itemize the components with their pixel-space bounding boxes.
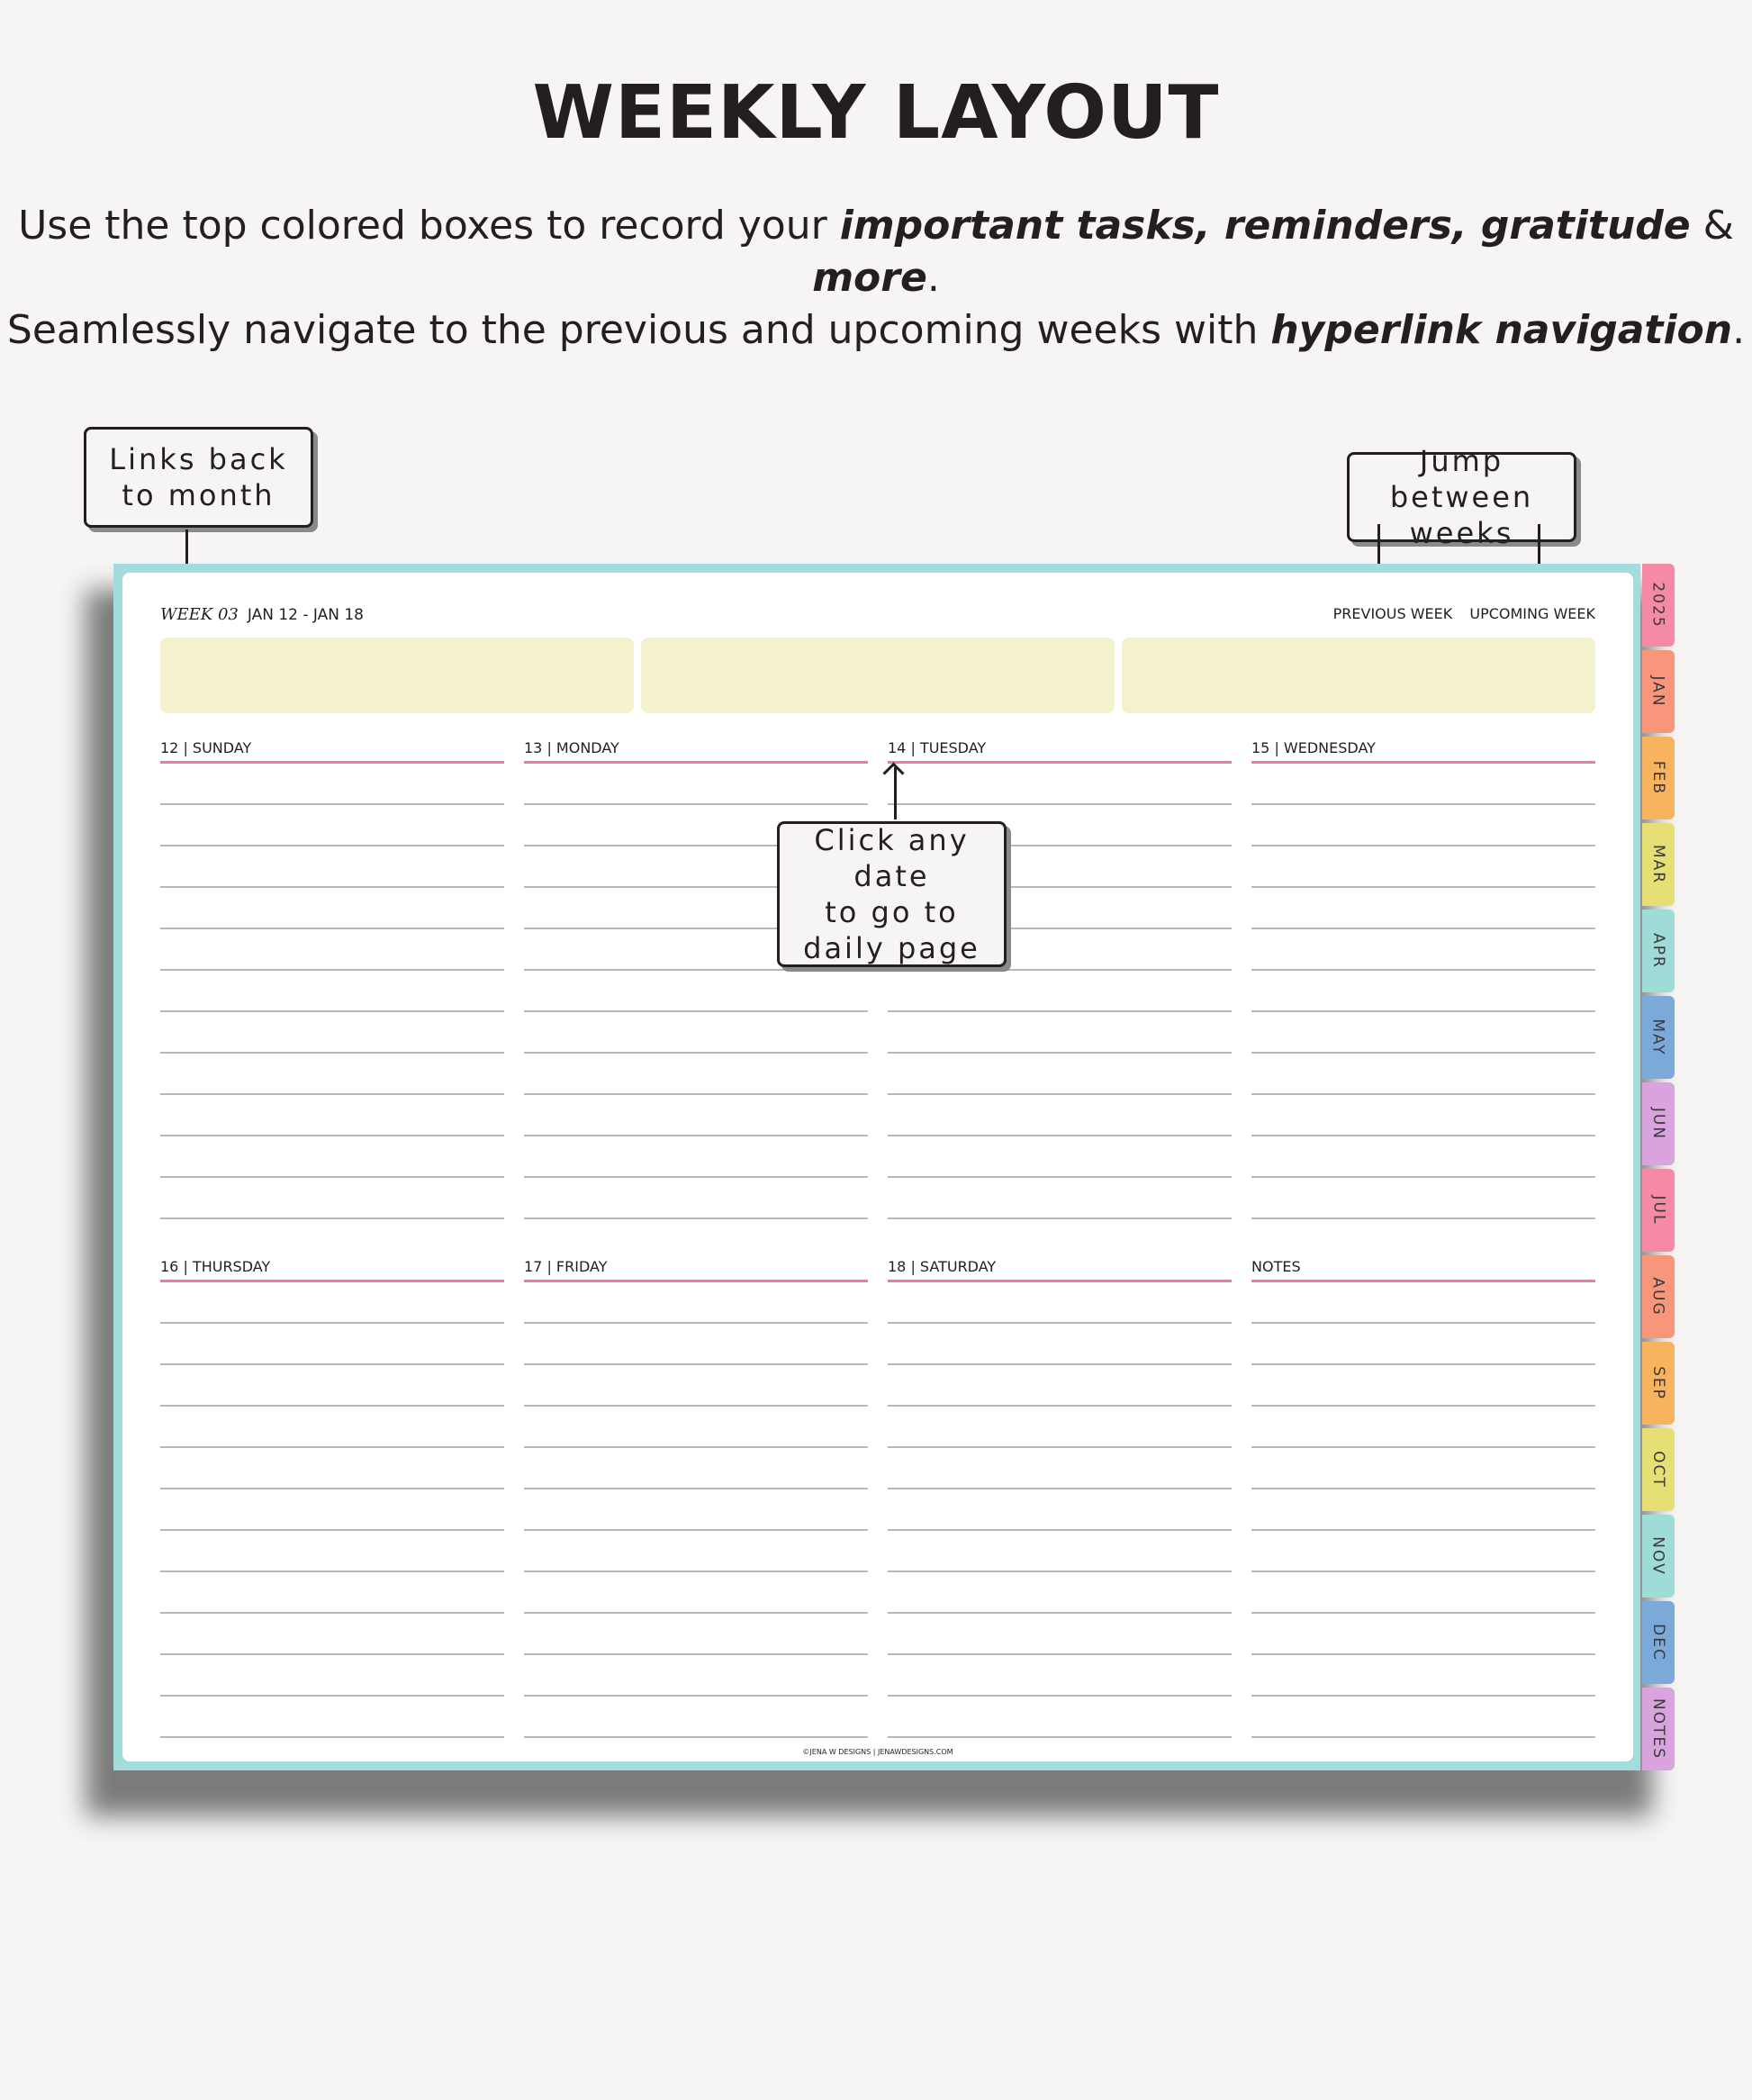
writing-line[interactable] bbox=[524, 1282, 868, 1324]
writing-line[interactable] bbox=[1251, 1054, 1595, 1095]
writing-line[interactable] bbox=[160, 1324, 504, 1365]
writing-line[interactable] bbox=[888, 1448, 1232, 1489]
day-header-link[interactable]: 12 | SUNDAY bbox=[160, 739, 252, 756]
tab-nov[interactable] bbox=[1642, 1515, 1675, 1598]
writing-line[interactable] bbox=[1251, 888, 1595, 929]
writing-line[interactable] bbox=[524, 1365, 868, 1407]
writing-line[interactable] bbox=[1251, 971, 1595, 1012]
writing-line[interactable] bbox=[524, 1531, 868, 1572]
callout-month-line1: Links back bbox=[109, 442, 288, 476]
subtitle-line1-e: . bbox=[926, 255, 940, 301]
writing-line[interactable] bbox=[524, 971, 868, 1012]
writing-line[interactable] bbox=[888, 1095, 1232, 1136]
writing-line[interactable] bbox=[888, 1365, 1232, 1407]
writing-line[interactable] bbox=[524, 1178, 868, 1219]
writing-line[interactable] bbox=[524, 1012, 868, 1054]
writing-line[interactable] bbox=[160, 805, 504, 846]
week-number[interactable]: WEEK 03 bbox=[160, 605, 239, 624]
planner-page bbox=[122, 573, 1633, 1761]
tab-feb[interactable] bbox=[1642, 737, 1675, 819]
writing-line[interactable] bbox=[1251, 1697, 1595, 1738]
tab-label: DEC bbox=[1649, 1624, 1668, 1661]
writing-line[interactable] bbox=[1251, 764, 1595, 805]
tab-jun[interactable] bbox=[1642, 1082, 1675, 1165]
writing-line[interactable] bbox=[888, 971, 1232, 1012]
writing-line[interactable] bbox=[1251, 1572, 1595, 1614]
upcoming-week-link[interactable]: UPCOMING WEEK bbox=[1469, 605, 1595, 622]
writing-line[interactable] bbox=[160, 846, 504, 888]
tab-label: FEB bbox=[1649, 760, 1667, 796]
tab-label: MAY bbox=[1649, 1018, 1667, 1056]
day-section bbox=[1251, 738, 1595, 1219]
day-header-link[interactable]: 15 | WEDNESDAY bbox=[1251, 739, 1376, 756]
writing-line[interactable] bbox=[160, 1282, 504, 1324]
writing-line[interactable] bbox=[160, 1178, 504, 1219]
callout-weeks-line2: weeks bbox=[1409, 516, 1514, 550]
writing-line[interactable] bbox=[1251, 1655, 1595, 1697]
writing-line[interactable] bbox=[888, 1697, 1232, 1738]
writing-lines bbox=[160, 764, 504, 1219]
writing-line[interactable] bbox=[888, 1531, 1232, 1572]
tab-oct[interactable] bbox=[1642, 1428, 1675, 1511]
writing-line[interactable] bbox=[524, 1095, 868, 1136]
writing-line[interactable] bbox=[888, 1012, 1232, 1054]
week-navigation bbox=[1321, 605, 1595, 622]
day-section bbox=[524, 738, 868, 1219]
day-header-link[interactable]: 18 | SATURDAY bbox=[888, 1258, 997, 1275]
writing-line[interactable] bbox=[1251, 1531, 1595, 1572]
day-section bbox=[160, 738, 504, 1219]
callout-weeks-line1: Jump between bbox=[1389, 444, 1534, 514]
writing-line[interactable] bbox=[1251, 1614, 1595, 1655]
subtitle-line2-a: Seamlessly navigate to the previous and upcoming weeks with bbox=[6, 307, 1271, 353]
writing-line[interactable] bbox=[524, 764, 868, 805]
writing-line[interactable] bbox=[524, 1136, 868, 1178]
day-section bbox=[888, 738, 1232, 1219]
day-header-link[interactable]: 14 | TUESDAY bbox=[888, 739, 987, 756]
day-section bbox=[888, 1257, 1232, 1738]
writing-line[interactable] bbox=[1251, 1136, 1595, 1178]
writing-line[interactable] bbox=[888, 1407, 1232, 1448]
writing-line[interactable] bbox=[160, 1655, 504, 1697]
writing-line[interactable] bbox=[160, 764, 504, 805]
callout-date-line2: to go to bbox=[825, 895, 959, 929]
writing-line[interactable] bbox=[1251, 1282, 1595, 1324]
writing-line[interactable] bbox=[1251, 1095, 1595, 1136]
writing-line[interactable] bbox=[888, 1054, 1232, 1095]
writing-line[interactable] bbox=[1251, 805, 1595, 846]
writing-line[interactable] bbox=[160, 929, 504, 971]
writing-lines bbox=[160, 1282, 504, 1738]
writing-line[interactable] bbox=[160, 1614, 504, 1655]
subtitle-line1-a: Use the top colored boxes to record your bbox=[18, 203, 840, 249]
subtitle-line1-b: important tasks, reminders, gratitude bbox=[839, 203, 1691, 249]
tab-label: JUL bbox=[1649, 1195, 1667, 1226]
writing-line[interactable] bbox=[888, 1655, 1232, 1697]
writing-line[interactable] bbox=[1251, 846, 1595, 888]
writing-line[interactable] bbox=[160, 971, 504, 1012]
week-range: JAN 12 - JAN 18 bbox=[247, 606, 364, 624]
tab-label: APR bbox=[1649, 933, 1668, 969]
tab-label: 2025 bbox=[1649, 582, 1668, 629]
tab-notes[interactable] bbox=[1642, 1688, 1675, 1770]
day-section bbox=[524, 1257, 868, 1738]
writing-line[interactable] bbox=[1251, 1448, 1595, 1489]
top-box-2[interactable] bbox=[641, 638, 1115, 713]
writing-line[interactable] bbox=[160, 1407, 504, 1448]
tab-jan[interactable] bbox=[1642, 650, 1675, 733]
top-box-1[interactable] bbox=[160, 638, 634, 713]
tab-jul[interactable] bbox=[1642, 1169, 1675, 1252]
writing-line[interactable] bbox=[1251, 1012, 1595, 1054]
tab-label: SEP bbox=[1649, 1366, 1668, 1400]
tab-mar[interactable] bbox=[1642, 823, 1675, 906]
writing-line[interactable] bbox=[1251, 1178, 1595, 1219]
week-label[interactable] bbox=[160, 605, 364, 624]
subtitle-line2-b: hyperlink navigation bbox=[1270, 307, 1733, 353]
tab-may[interactable] bbox=[1642, 996, 1675, 1079]
writing-line[interactable] bbox=[160, 888, 504, 929]
callout-date bbox=[777, 821, 1007, 967]
tab-label: AUG bbox=[1649, 1277, 1667, 1317]
writing-lines bbox=[888, 1282, 1232, 1738]
writing-line[interactable] bbox=[524, 1614, 868, 1655]
tab-label: NOTES bbox=[1649, 1697, 1668, 1761]
writing-line[interactable] bbox=[524, 1324, 868, 1365]
callout-weeks bbox=[1347, 444, 1576, 550]
page-title: WEEKLY LAYOUT bbox=[532, 70, 1220, 156]
tab-label: JUN bbox=[1649, 1107, 1667, 1141]
callout-date-line3: daily page bbox=[803, 931, 980, 965]
writing-lines bbox=[1251, 1282, 1595, 1738]
writing-line[interactable] bbox=[160, 1448, 504, 1489]
day-header-link[interactable]: 16 | THURSDAY bbox=[160, 1258, 271, 1275]
writing-line[interactable] bbox=[888, 1136, 1232, 1178]
writing-line[interactable] bbox=[1251, 1365, 1595, 1407]
writing-line[interactable] bbox=[888, 1178, 1232, 1219]
month-tabs bbox=[1642, 564, 1675, 1774]
writing-line[interactable] bbox=[160, 1095, 504, 1136]
notes-header: NOTES bbox=[1251, 1258, 1301, 1275]
writing-line[interactable] bbox=[524, 1407, 868, 1448]
tab-label: NOV bbox=[1649, 1536, 1667, 1576]
writing-line[interactable] bbox=[160, 1697, 504, 1738]
writing-line[interactable] bbox=[888, 1489, 1232, 1531]
writing-line[interactable] bbox=[524, 1655, 868, 1697]
writing-lines bbox=[524, 1282, 868, 1738]
writing-line[interactable] bbox=[524, 1448, 868, 1489]
writing-line[interactable] bbox=[160, 1489, 504, 1531]
tab-2025[interactable] bbox=[1642, 564, 1675, 647]
writing-line[interactable] bbox=[1251, 1407, 1595, 1448]
top-box-3[interactable] bbox=[1122, 638, 1595, 713]
tab-sep[interactable] bbox=[1642, 1342, 1675, 1425]
planner-frame bbox=[113, 564, 1640, 1770]
day-header-link[interactable]: 17 | FRIDAY bbox=[524, 1258, 608, 1275]
tab-apr[interactable] bbox=[1642, 910, 1675, 992]
callout-date-line1: Click any date bbox=[814, 823, 970, 893]
tab-dec[interactable] bbox=[1642, 1601, 1675, 1684]
writing-line[interactable] bbox=[160, 1054, 504, 1095]
subtitle-line2-c: . bbox=[1732, 307, 1746, 353]
tab-label: JAN bbox=[1649, 675, 1667, 708]
tab-label: MAR bbox=[1649, 844, 1668, 885]
tab-label: OCT bbox=[1649, 1451, 1668, 1489]
writing-line[interactable] bbox=[160, 1572, 504, 1614]
writing-line[interactable] bbox=[524, 1572, 868, 1614]
writing-line[interactable] bbox=[1251, 1324, 1595, 1365]
writing-line[interactable] bbox=[1251, 1489, 1595, 1531]
subtitle-line1-c: & bbox=[1690, 203, 1734, 249]
notes-section bbox=[1251, 1257, 1595, 1738]
writing-line[interactable] bbox=[160, 1365, 504, 1407]
writing-line[interactable] bbox=[524, 1054, 868, 1095]
writing-line[interactable] bbox=[888, 764, 1232, 805]
writing-line[interactable] bbox=[1251, 929, 1595, 971]
tab-aug[interactable] bbox=[1642, 1255, 1675, 1338]
previous-week-link[interactable]: PREVIOUS WEEK bbox=[1332, 605, 1453, 622]
footer-credit: ©JENA W DESIGNS | JENAWDESIGNS.COM bbox=[802, 1748, 953, 1756]
subtitle-line1-d: more bbox=[812, 255, 927, 301]
writing-line[interactable] bbox=[888, 1324, 1232, 1365]
writing-line[interactable] bbox=[524, 1697, 868, 1738]
writing-line[interactable] bbox=[888, 1572, 1232, 1614]
writing-line[interactable] bbox=[160, 1531, 504, 1572]
callout-month-line2: to month bbox=[122, 478, 275, 512]
page-subtitle bbox=[0, 200, 1752, 357]
writing-line[interactable] bbox=[888, 1282, 1232, 1324]
arrow-date bbox=[894, 767, 897, 819]
writing-lines bbox=[1251, 764, 1595, 1219]
callout-month bbox=[84, 427, 313, 528]
writing-line[interactable] bbox=[524, 1489, 868, 1531]
writing-line[interactable] bbox=[160, 1136, 504, 1178]
writing-line[interactable] bbox=[888, 1614, 1232, 1655]
day-header-link[interactable]: 13 | MONDAY bbox=[524, 739, 619, 756]
day-section bbox=[160, 1257, 504, 1738]
writing-line[interactable] bbox=[160, 1012, 504, 1054]
